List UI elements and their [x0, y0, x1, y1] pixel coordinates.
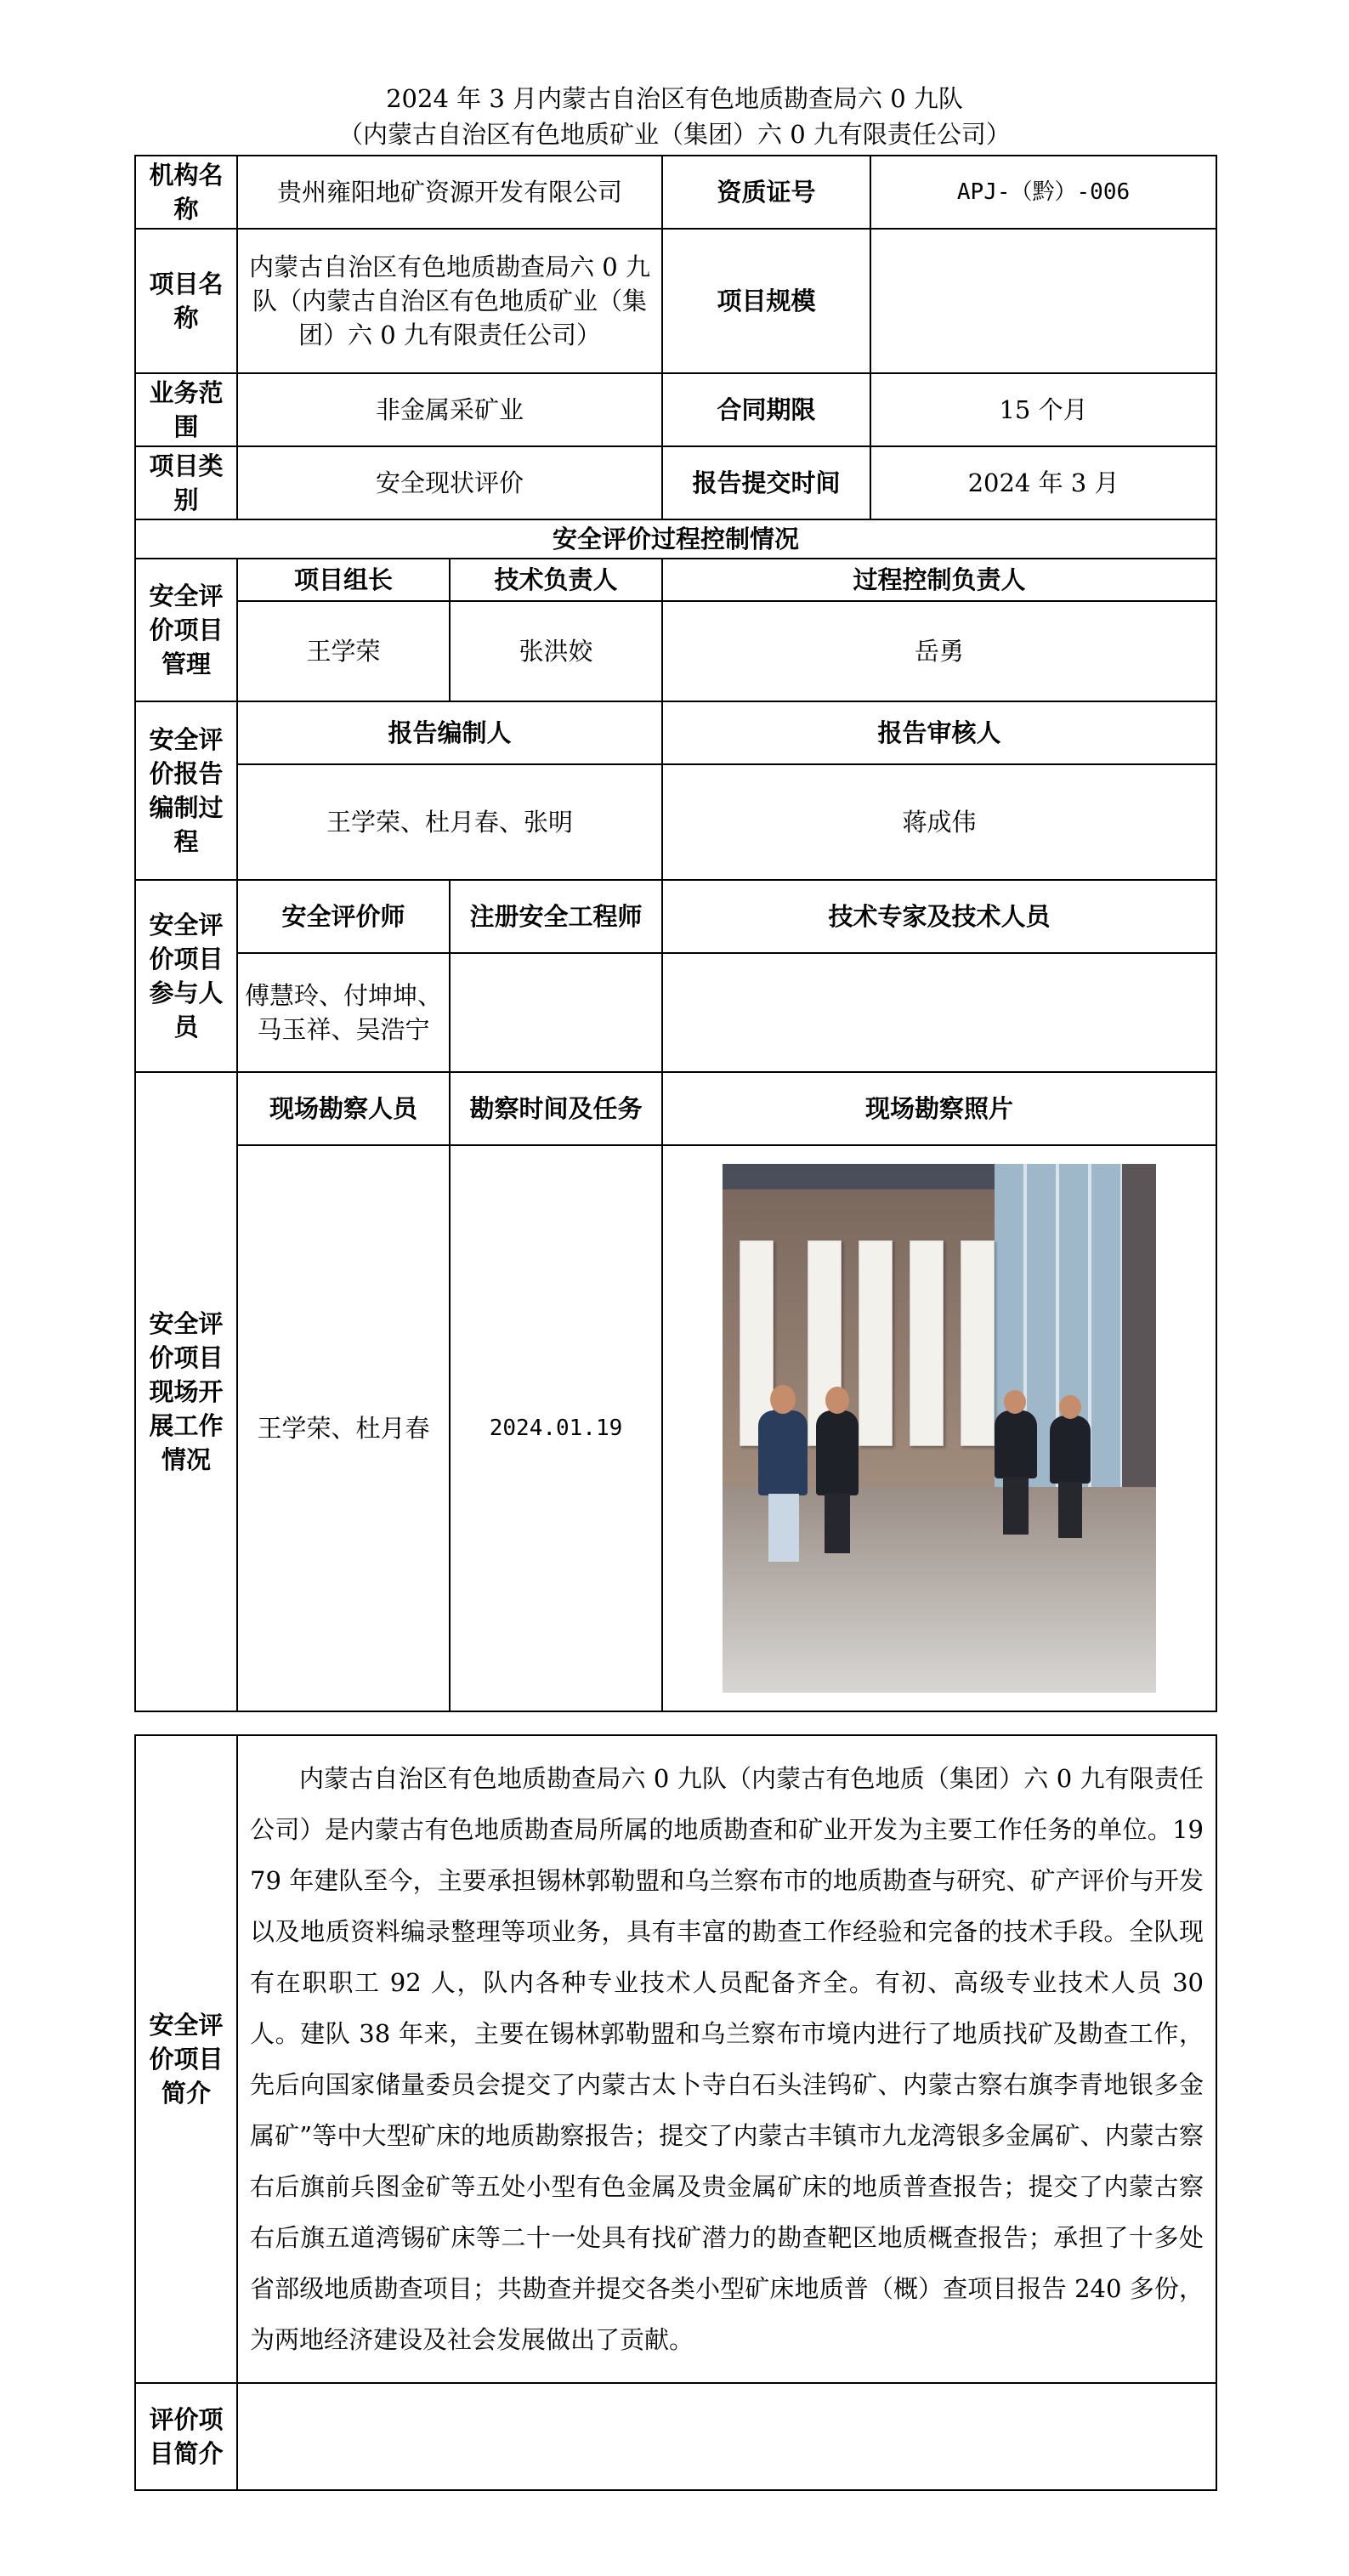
photo-building	[1122, 1164, 1156, 1487]
author-header: 报告编制人	[237, 701, 662, 764]
photo-person-head	[825, 1387, 849, 1414]
staff-header: 现场勘察人员	[237, 1072, 450, 1145]
org-value: 贵州雍阳地矿资源开发有限公司	[237, 156, 662, 229]
document-title-line2: （内蒙古自治区有色地质矿业（集团）六 0 九有限责任公司）	[338, 120, 1011, 149]
time-header: 勘察时间及任务	[450, 1072, 662, 1145]
expert-value	[662, 953, 1216, 1072]
scale-value	[870, 229, 1216, 373]
compile-label: 安全评价报告编制过程	[135, 701, 237, 880]
photo-plaque	[859, 1240, 893, 1446]
photo-person	[816, 1410, 859, 1495]
project-label: 项目名称	[135, 229, 237, 373]
category-value: 安全现状评价	[237, 446, 662, 519]
photo-header: 现场勘察照片	[662, 1072, 1216, 1145]
tech-header: 技术负责人	[450, 559, 662, 601]
table-row	[135, 156, 1216, 229]
photo-person	[758, 1410, 808, 1495]
leader-value: 王学荣	[237, 601, 450, 701]
table-row	[135, 519, 1216, 559]
table-row	[135, 880, 1216, 953]
photo-plaque	[961, 1240, 995, 1446]
photo-person	[1050, 1416, 1091, 1484]
table-row	[135, 764, 1216, 880]
time-value: 2024.01.19	[450, 1145, 662, 1711]
photo-person-legs	[825, 1494, 850, 1553]
photo-cell	[662, 1145, 1216, 1711]
contract-label: 合同期限	[662, 373, 870, 446]
scale-label: 项目规模	[662, 229, 870, 373]
engineer-header: 注册安全工程师	[450, 880, 662, 953]
expert-header: 技术专家及技术人员	[662, 880, 1216, 953]
site-label: 安全评价项目现场开展工作情况	[135, 1072, 237, 1711]
business-label: 业务范围	[135, 373, 237, 446]
business-value: 非金属采矿业	[237, 373, 662, 446]
table-row	[135, 701, 1216, 764]
author-value: 王学荣、杜月春、张明	[237, 764, 662, 880]
submit-label: 报告提交时间	[662, 446, 870, 519]
photo-person-legs	[1003, 1477, 1029, 1535]
intro-label: 安全评价项目简介	[135, 1735, 237, 2383]
evaluator-header: 安全评价师	[237, 880, 450, 953]
reviewer-value: 蒋成伟	[662, 764, 1216, 880]
photo-plaque	[910, 1240, 944, 1446]
evaluation-info-table	[134, 155, 1217, 1712]
submit-value: 2024 年 3 月	[870, 446, 1216, 519]
eval-intro-label: 评价项目简介	[135, 2383, 237, 2490]
table-row	[135, 373, 1216, 446]
photo-person-head	[1004, 1390, 1026, 1414]
qual-value: APJ-（黔）-006	[870, 156, 1216, 229]
staff-value: 王学荣、杜月春	[237, 1145, 450, 1711]
table-row	[135, 559, 1216, 601]
site-photo	[723, 1164, 1156, 1693]
photo-person	[995, 1410, 1037, 1478]
qual-label: 资质证号	[662, 156, 870, 229]
project-value: 内蒙古自治区有色地质勘查局六 0 九队（内蒙古自治区有色地质矿业（集团）六 0 九有限责任公司）	[237, 229, 662, 373]
project-intro-table	[134, 1734, 1217, 2491]
table-row	[135, 446, 1216, 519]
process-control-value: 岳勇	[662, 601, 1216, 701]
table-row	[135, 953, 1216, 1072]
org-label: 机构名称	[135, 156, 237, 229]
process-header: 安全评价过程控制情况	[135, 519, 1216, 559]
category-label: 项目类别	[135, 446, 237, 519]
eval-intro-text	[237, 2383, 1216, 2490]
participants-label: 安全评价项目参与人员	[135, 880, 237, 1072]
table-row	[135, 1145, 1216, 1711]
contract-value: 15 个月	[870, 373, 1216, 446]
leader-header: 项目组长	[237, 559, 450, 601]
table-row	[135, 2383, 1216, 2490]
tech-value: 张洪姣	[450, 601, 662, 701]
photo-person-legs	[768, 1494, 799, 1562]
table-row	[135, 229, 1216, 373]
table-row	[135, 1735, 1216, 2383]
document-title-line1: 2024 年 3 月内蒙古自治区有色地质勘查局六 0 九队	[386, 84, 963, 113]
photo-person-head	[1059, 1395, 1081, 1419]
management-label: 安全评价项目管理	[135, 559, 237, 701]
photo-person-legs	[1058, 1482, 1082, 1538]
intro-text: 内蒙古自治区有色地质勘查局六 0 九队（内蒙古有色地质（集团）六 0 九有限责任公司）是内蒙古有色地质勘查局所属的地质勘查和矿业开发为主要工作任务的单位。1979 年建队至今，主要承担锡林郭勒盟和乌兰察布市的地质勘查与研究、矿产评价与开发以及地质资料编录整理等项业务，具有丰富的勘查工作经验和完备的技术手段。全队现有在职职工 92 人，队内各种专业技术人员配备齐全。有初、高级专业技术人员 30 人。建队 38 年来，主要在锡林郭勒盟和乌兰察布市境内进行了地质找矿及勘查工作，先后向国家储量委员会提交了内蒙古太卜寺白石头洼钨矿、内蒙古察右旗李青地银多金属矿”等中大型矿床的地质勘察报告；提交了内蒙古丰镇市九龙湾银多金属矿、内蒙古察右后旗前兵图金矿等五处小型有色金属及贵金属矿床的地质普查报告；提交了内蒙古察右后旗五道湾锡矿床等二十一处具有找矿潜力的勘查靶区地质概查报告；承担了十多处省部级地质勘查项目；共勘查并提交各类小型矿床地质普（概）查项目报告 240 多份，为两地经济建设及社会发展做出了贡献。	[237, 1735, 1216, 2383]
evaluator-value: 傅慧玲、付坤坤、马玉祥、吴浩宁	[237, 953, 450, 1072]
engineer-value	[450, 953, 662, 1072]
table-row	[135, 601, 1216, 701]
process-control-header: 过程控制负责人	[662, 559, 1216, 601]
table-row	[135, 1072, 1216, 1145]
reviewer-header: 报告审核人	[662, 701, 1216, 764]
photo-person-head	[770, 1385, 796, 1414]
